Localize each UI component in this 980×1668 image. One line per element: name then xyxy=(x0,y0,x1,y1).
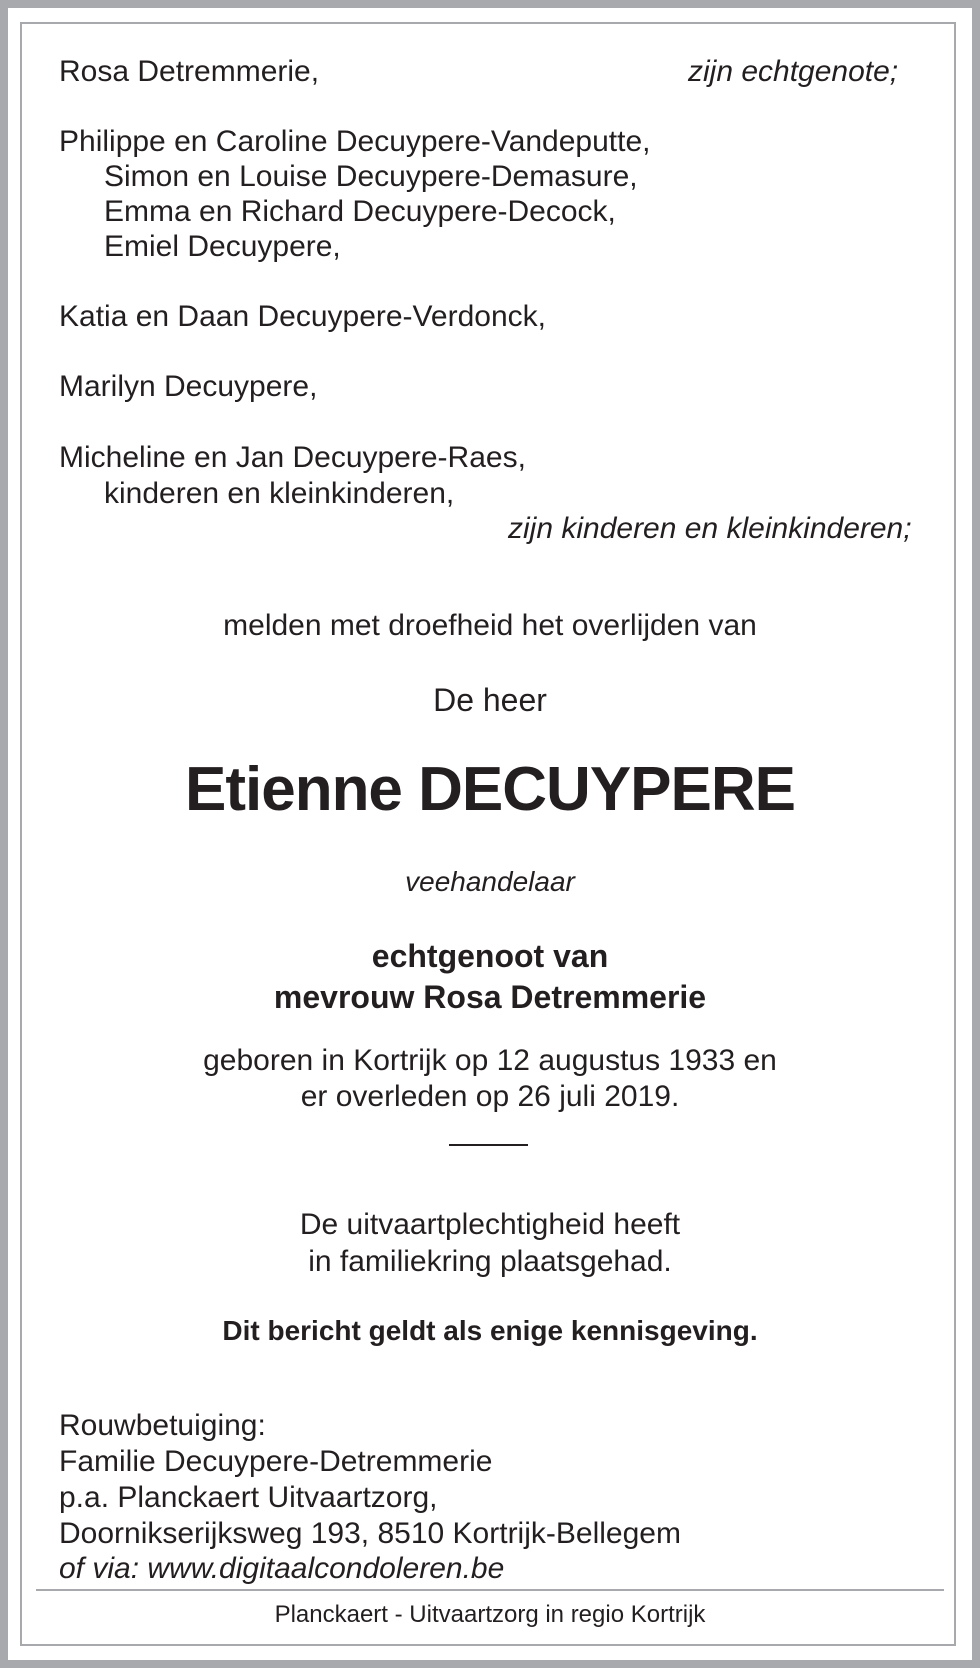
footer-rule xyxy=(36,1589,944,1591)
child-line: Marilyn Decuypere, xyxy=(59,370,318,403)
condolences-line: Doornikserijksweg 193, 8510 Kortrijk-Bellegem xyxy=(59,1517,681,1550)
spouse-line-2: mevrouw Rosa Detremmerie xyxy=(273,979,707,1015)
spouse-relation: zijn echtgenote; xyxy=(688,55,899,88)
inner-frame xyxy=(20,22,956,1646)
salutation: De heer xyxy=(433,682,547,718)
child-line: Katia en Daan Decuypere-Verdonck, xyxy=(59,300,546,333)
grandchild-line: Simon en Louise Decuypere-Demasure, xyxy=(104,160,638,193)
condolences-heading: Rouwbetuiging: xyxy=(59,1409,266,1442)
separator-rule xyxy=(449,1144,528,1146)
footer-text: Planckaert - Uitvaartzorg in regio Kortrijk xyxy=(274,1601,706,1628)
child-line: Philippe en Caroline Decuypere-Vandeputte, xyxy=(59,125,651,158)
child-line: Micheline en Jan Decuypere-Raes, xyxy=(59,441,526,474)
deceased-name: Etienne DECUYPERE xyxy=(184,755,796,824)
died-line: er overleden op 26 juli 2019. xyxy=(300,1080,680,1113)
condolences-online-link[interactable]: of via: www.digitaalcondoleren.be xyxy=(59,1552,505,1585)
grandchild-line: Emiel Decuypere, xyxy=(104,230,341,263)
funeral-line-2: in familiekring plaatsgehad. xyxy=(308,1245,672,1278)
children-relation: zijn kinderen en kleinkinderen; xyxy=(508,512,912,545)
condolences-line: Familie Decuypere-Detremmerie xyxy=(59,1445,493,1478)
funeral-line-1: De uitvaartplechtigheid heeft xyxy=(299,1208,681,1241)
condolences-line: p.a. Planckaert Uitvaartzorg, xyxy=(59,1481,438,1514)
grandchild-line: Emma en Richard Decuypere-Decock, xyxy=(104,195,616,228)
announcement-intro: melden met droefheid het overlijden van xyxy=(223,609,757,642)
spouse-name: Rosa Detremmerie, xyxy=(59,55,320,88)
born-line: geboren in Kortrijk op 12 augustus 1933 en xyxy=(203,1044,777,1077)
notice: Dit bericht geldt als enige kennisgeving. xyxy=(222,1315,758,1346)
spouse-line-1: echtgenoot van xyxy=(371,938,609,974)
grandchild-line: kinderen en kleinkinderen, xyxy=(104,477,455,510)
occupation: veehandelaar xyxy=(405,866,575,897)
